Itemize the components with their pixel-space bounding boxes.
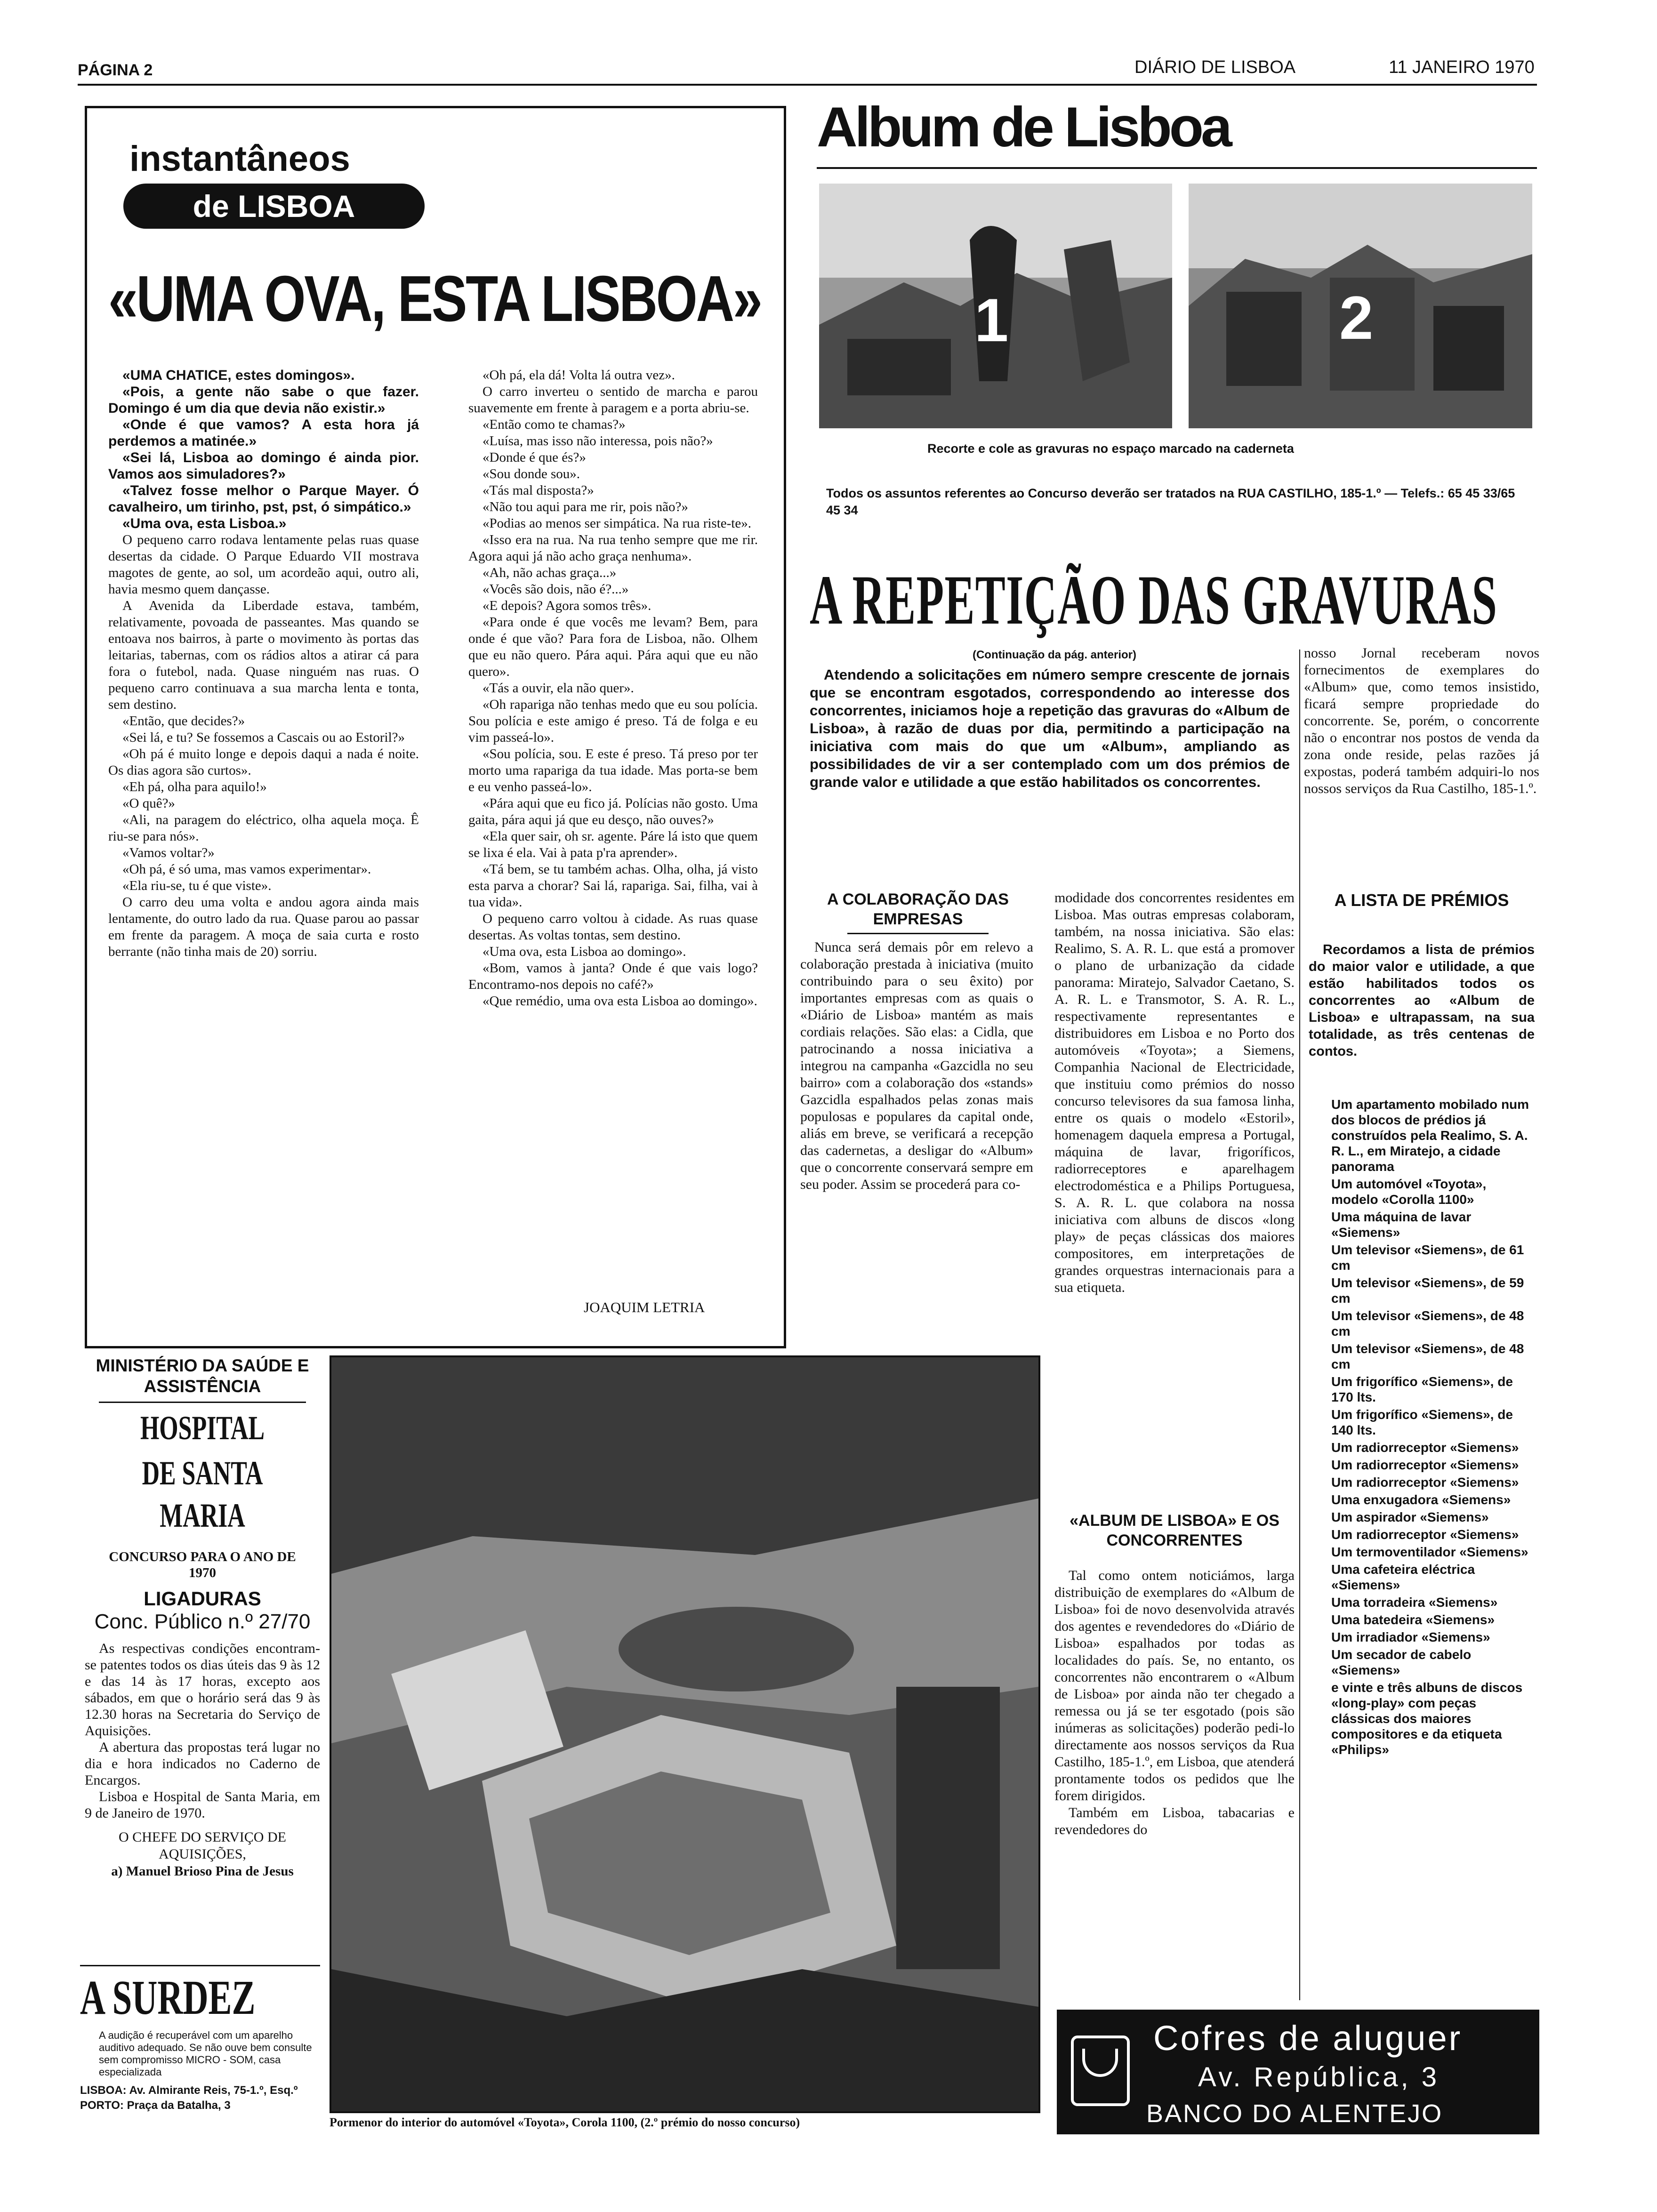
article-paragraph: «Então como te chamas?» xyxy=(483,417,626,432)
prize-item: Uma máquina de lavar «Siemens» xyxy=(1331,1210,1472,1240)
signature-name: a) Manuel Brioso Pina de Jesus xyxy=(111,1864,294,1879)
article-author: JOAQUIM LETRIA xyxy=(584,1299,705,1315)
concorrentes-paragraph: Tal como ontem noticiámos, larga distribuição de exemplares do «Album de Lisboa» foi de novo desenvolvida através dos agentes e revendedores do «Diário de Lisboa» espalhados por todas as localidades do país. Se, no entanto, os concorrentes não encontrarem o «Album de Lisboa» por ainda não ter chegado a remessa ou já se ter esgotado (pois são inúmeras as solicitações) poderão pedi-lo directamente aos nossos serviços da Rua Castilho, 185-1.º, em Lisboa, que atenderá prontamente todos os pedidos que lhe forem dirigidos. xyxy=(1054,1568,1295,1803)
article-paragraph: «UMA CHATICE, estes domingos». xyxy=(122,368,355,383)
concorrentes-text xyxy=(1054,1567,1295,1838)
car-photo-caption: Pormenor do interior do automóvel «Toyota», Corola 1100, (2.º prémio do nosso concurso) xyxy=(330,2116,800,2129)
article-paragraph: O pequeno carro voltou à cidade. As ruas quase desertas. As voltas tontas, sem destino. xyxy=(468,911,758,943)
continuation-note: (Continuação da pág. anterior) xyxy=(972,649,1137,661)
prize-item: Um televisor «Siemens», de 48 cm xyxy=(1331,1308,1524,1338)
cofres-address: Av. República, 3 xyxy=(1198,2062,1440,2092)
article-paragraph: «Sei lá, Lisboa ao domingo é ainda pior. Vamos aos simuladores?» xyxy=(108,450,419,482)
newspaper-name: DIÁRIO DE LISBOA xyxy=(1134,57,1296,77)
prize-item: Um radiorreceptor «Siemens» xyxy=(1331,1458,1519,1472)
bank-logo xyxy=(1071,2036,1130,2106)
hospital-name-1: HOSPITAL xyxy=(140,1409,265,1447)
photos-caption: Recorte e cole as gravuras no espaço marcado na caderneta xyxy=(927,441,1294,456)
cofres-ad xyxy=(1057,2010,1539,2134)
article-paragraph: «Podias ao menos ser simpática. Na rua riste-te». xyxy=(483,516,751,531)
prize-item: Um aspirador «Siemens» xyxy=(1331,1510,1489,1524)
article-paragraph: «Vocês são dois, não é?...» xyxy=(483,582,629,597)
prize-item: Um secador de cabelo «Siemens» xyxy=(1331,1647,1472,1677)
article-paragraph: «Não tou aqui para me rir, pois não?» xyxy=(483,499,688,514)
surdez-top-rule xyxy=(80,1965,320,1966)
article-paragraph: «Sei lá, e tu? Se fossemos a Cascais ou ao Estoril?» xyxy=(122,730,405,745)
photo-1-number: 1 xyxy=(974,286,1009,354)
article-paragraph: «Oh pá, ela dá! Volta lá outra vez». xyxy=(483,368,675,383)
concurso-publico: Conc. Público n.º 27/70 xyxy=(94,1610,311,1633)
article-paragraph: «Luísa, mas isso não interessa, pois não?» xyxy=(483,433,713,449)
prize-item: Um televisor «Siemens», de 59 cm xyxy=(1331,1275,1524,1306)
prize-item: Um automóvel «Toyota», modelo «Corolla 1100» xyxy=(1331,1177,1487,1207)
article-paragraph: «E depois? Agora somos três». xyxy=(483,598,652,613)
article-paragraph: «Uma ova, esta Lisboa ao domingo». xyxy=(483,944,686,959)
article-column-1 xyxy=(108,367,419,960)
hospital-body xyxy=(85,1640,320,1821)
article-headline: «UMA OVA, ESTA LISBOA» xyxy=(108,263,761,335)
album-title-rule xyxy=(817,167,1537,169)
car-interior-photo xyxy=(330,1355,1040,2113)
album-photo-1 xyxy=(819,184,1172,428)
prize-list-intro: Recordamos a lista de prémios do maior valor e utilidade, a que estão habilitados todos os concorrentes ao «Album de Lisboa» e ultrapassam, na sua totalidade, as três centenas de contos. xyxy=(1309,942,1535,1059)
empresas-text: modidade dos concorrentes residentes em Lisboa. Mas outras empresas colaboram, também, na nossa iniciativa. São elas: Realimo, S. A. R. L. que está a promover o plano de urbanização da cidade panorama: Miratejo, Salvador Caetano, S. A. R. L. e Transmotor, S. A. R. L., respectivamente representantes e distribuidores em Lisboa e no Porto dos automóveis «Toyota»; a Siemens, Companhia Nacional de Electricidade, que instituiu como prémios do nosso concurso televisores da sua famosa linha, entre os quais o modelo «Estoril», homenagem daquela empresa a Portugal, máquina de lavar, frigoríficos, radiorreceptores e aparelhagem electrodoméstica e a Philips Portuguesa, S. A. R. L. que colabora na nossa iniciativa com albuns de discos «long play» de peças clássicas dos maiores compositores, em interpretações de grandes orquestras internacionais para a sua etiqueta. xyxy=(1054,890,1295,1295)
surdez-porto-address: PORTO: Praça da Batalha, 3 xyxy=(80,2099,231,2112)
car-interior-image xyxy=(331,1357,1038,2111)
surdez-lisboa-address: LISBOA: Av. Almirante Reis, 75-1.º, Esq.º xyxy=(80,2084,298,2097)
signature-title: O CHEFE DO SERVIÇO DE AQUISIÇÕES, xyxy=(119,1829,286,1862)
prize-item: Uma enxugadora «Siemens» xyxy=(1331,1492,1511,1507)
hospital-name-2: DE SANTA MARIA xyxy=(142,1454,263,1534)
page-date: 11 JANEIRO 1970 xyxy=(1389,57,1535,77)
prize-item: Um termoventilador «Siemens» xyxy=(1331,1545,1528,1559)
hospital-rule xyxy=(99,1402,306,1403)
prize-item: Um frigorífico «Siemens», de 140 lts. xyxy=(1331,1407,1513,1437)
article-paragraph: O carro inverteu o sentido de marcha e parou suavemente em frente à paragem e a porta abriu-se. xyxy=(468,384,758,416)
album-title: Album de Lisboa xyxy=(817,96,1230,159)
concurso-title: CONCURSO PARA O ANO DE 1970 xyxy=(109,1549,296,1580)
article-paragraph: «Oh pá, é só uma, mas vamos experimentar». xyxy=(122,862,371,877)
prize-item: Uma batedeira «Siemens» xyxy=(1331,1612,1495,1627)
article-paragraph: «Talvez fosse melhor o Parque Mayer. Ó cavalheiro, um tirinho, pst, pst, ó simpático.» xyxy=(108,483,419,515)
article-paragraph: A Avenida da Liberdade estava, também, relativamente, povoada de passeantes. Mas quando se entoava nos bairros, à parte o movimento às portas das leitarias, tabernas, com os rádios altos a atirar cá para fora o futebol, nada. Quase ninguém nas ruas. O pequeno carro continuava a sua marcha lenta e tonta, sem destino. xyxy=(108,598,419,712)
prize-item: Um radiorreceptor «Siemens» xyxy=(1331,1440,1519,1455)
colaboracao-rule xyxy=(847,933,989,934)
article-paragraph: «Uma ova, esta Lisboa.» xyxy=(122,516,287,531)
article-paragraph: «Pára aqui que eu fico já. Polícias não gosto. Uma gaita, pára aqui já que eu desço, não ouves?» xyxy=(468,796,758,827)
article-paragraph: «Ah, não achas graça...» xyxy=(483,565,617,580)
prize-item: Uma torradeira «Siemens» xyxy=(1331,1595,1498,1610)
article-paragraph: «O quê?» xyxy=(122,796,175,811)
page-number: PÁGINA 2 xyxy=(78,61,153,79)
prize-item: Um frigorífico «Siemens», de 170 lts. xyxy=(1331,1374,1513,1404)
gravuras-lead: Atendendo a solicitações em número sempre crescente de jornais que se encontram esgotados, correspondendo ao interesse dos concorrentes, iniciamos hoje a repetição das gravuras do «Album de Lisboa», à razão de duas por dia, permitindo a participação na iniciativa com mais do que um «Album», ampliando as possibilidades de vir a ser contemplado com um dos prémios de grande valor e utilidade a que estão habilitados os concorrentes. xyxy=(810,666,1290,790)
ligaduras-title: LIGADURAS xyxy=(144,1587,261,1610)
article-paragraph: «Oh rapariga não tenhas medo que eu sou polícia. Sou polícia e este amigo é preso. Tá de folga e eu vim passeá-lo». xyxy=(468,697,758,745)
colaboracao-text: Nunca será demais pôr em relevo a colaboração prestada à iniciativa (muito contribuindo para o seu êxito) por importantes empresas com as quais o «Diário de Lisboa» mantém as mais cordiais relações. São elas: a Cidla, que patrocinando a nossa iniciativa a integrou na campanha «Gazcidla no seu bairro» com a colaboração dos «stands» Gazcidla espalhados pelas zonas mais populosas e populares da capital onde, aliás em breve, se verificará a recepção das cadernetas, a desligar do «Album» que o concorrente conservará sempre em seu poder. Assim se procederá para co- xyxy=(800,939,1033,1192)
gravuras-headline: A REPETIÇÃO DAS GRAVURAS xyxy=(810,561,1498,639)
article-paragraph: «Tás mal disposta?» xyxy=(483,483,594,498)
photo-2-number: 2 xyxy=(1339,283,1374,352)
hospital-paragraph: A abertura das propostas terá lugar no dia e hora indicados no Caderno de Encargos. xyxy=(85,1739,320,1788)
prize-item: Um radiorreceptor «Siemens» xyxy=(1331,1527,1519,1542)
article-paragraph: «Ela quer sair, oh sr. agente. Páre lá isto que quem se lixa é ela. Vai à pata p'ra aprender». xyxy=(468,829,758,860)
article-paragraph: «Ali, na paragem do eléctrico, olha aquela moça. Ê riu-se para nós». xyxy=(108,812,419,844)
article-paragraph: «Tás a ouvir, ela não quer». xyxy=(483,681,634,696)
hospital-paragraph: Lisboa e Hospital de Santa Maria, em 9 de Janeiro de 1970. xyxy=(85,1789,320,1821)
ministry-name: MINISTÉRIO DA SAÚDE E ASSISTÊNCIA xyxy=(96,1356,309,1396)
article-paragraph: O carro deu uma volta e andou agora ainda mais lentamente, do outro lado da rua. Quase parou ao passar em frente da paragem. A moça de saia curta e rosto berrante (não tinha mais de 20) sorriu. xyxy=(108,895,419,959)
article-paragraph: «Donde é que és?» xyxy=(483,450,586,465)
article-paragraph: «Para onde é que vocês me levam? Bem, para onde é que vão? Para fora de Lisboa, não. Olhem que eu não quero. Pára aqui. Pára aqui que eu não quero». xyxy=(468,615,758,679)
article-paragraph: «Então, que decides?» xyxy=(122,713,245,729)
article-paragraph: O pequeno carro rodava lentamente pelas ruas quase desertas da cidade. O Parque Eduardo VII mostrava magotes de gente, ao sol, um acordeão aqui, outro ali, havia mesmo quem dançasse. xyxy=(108,532,419,597)
cofres-title: Cofres de aluguer xyxy=(1153,2019,1463,2058)
article-paragraph: «Bom, vamos à janta? Onde é que vais logo? Encontramo-nos depois no café?» xyxy=(468,961,758,992)
hospital-ad xyxy=(80,1355,325,1977)
section-badge: de LISBOA xyxy=(123,184,425,229)
colaboracao-title: A COLABORAÇÃO DAS EMPRESAS xyxy=(827,890,1009,928)
article-paragraph: «Pois, a gente não sabe o que fazer. Domingo é um dia que devia não existir.» xyxy=(108,384,419,416)
surdez-title: A SURDEZ xyxy=(80,1971,256,2025)
contest-notice: Todos os assuntos referentes ao Concurso deverão ser tratados na RUA CASTILHO, 185-1.º — Telefs.: 65 45 33/65 45 34 xyxy=(826,486,1515,517)
prize-item: Um apartamento mobilado num dos blocos de prédios já construídos pela Realimo, S. A. R. L., em Miratejo, a cidade panorama xyxy=(1331,1097,1529,1174)
article-paragraph: «Vamos voltar?» xyxy=(122,845,215,860)
prize-item: Um televisor «Siemens», de 48 cm xyxy=(1331,1341,1524,1371)
article-paragraph: «Ela riu-se, tu é que viste». xyxy=(122,878,272,893)
article-column-2 xyxy=(468,367,758,1010)
prize-item: Um televisor «Siemens», de 61 cm xyxy=(1331,1242,1524,1273)
masthead-rule xyxy=(78,84,1537,86)
section-kicker: instantâneos xyxy=(129,139,350,179)
prize-item: Uma cafeteira eléctrica «Siemens» xyxy=(1331,1562,1475,1592)
bank-logo-mark xyxy=(1082,2049,1118,2077)
article-paragraph: «Sou donde sou». xyxy=(483,466,580,481)
gravuras-right-text: nosso Jornal receberam novos fornecimentos de exemplares do «Album» que, como temos insistido, ficará sempre propriedade do concorrente. Se, porém, o concorrente não o encontrar nos postos de venda da zona onde reside, pelas razões já expostas, poderá também adquiri-lo nos nossos serviços da Rua Castilho, 185-1.º. xyxy=(1304,645,1539,796)
album-photo-2 xyxy=(1189,184,1532,428)
concorrentes-title: «ALBUM DE LISBOA» E OS CONCORRENTES xyxy=(1070,1512,1279,1549)
article-paragraph: «Eh pá, olha para aquilo!» xyxy=(122,779,267,794)
article-paragraph: «Oh pá é muito longe e depois daqui a nada é noite. Os dias agora são curtos». xyxy=(108,746,419,778)
prize-item: Um irradiador «Siemens» xyxy=(1331,1630,1490,1644)
article-paragraph: «Onde é que vamos? A esta hora já perdemos a matinée.» xyxy=(108,417,419,449)
prize-list xyxy=(1309,1097,1535,1759)
article-paragraph: «Sou polícia, sou. E este é preso. Tá preso por ter morto uma rapariga da tua idade. Mas porta-se bem e eu venho passeá-lo». xyxy=(468,746,758,794)
hospital-paragraph: As respectivas condições encontram-se patentes todos os dias úteis das 9 às 12 e das 14 às 17 horas, excepto aos sábados, em que o horário será das 9 às 12.30 horas na Secretaria do Serviço de Aquisições. xyxy=(85,1641,320,1739)
article-paragraph: «Tá bem, se tu também achas. Olha, olha, já visto esta parva a chorar? Sai lá, rapariga. Sai, filha, vai à tua vida». xyxy=(468,862,758,910)
prize-item: Um radiorreceptor «Siemens» xyxy=(1331,1475,1519,1490)
prize-list-title: A LISTA DE PRÉMIOS xyxy=(1334,890,1509,910)
article-paragraph: «Isso era na rua. Na rua tenho sempre que me rir. Agora aqui já não acho graça nenhuma». xyxy=(468,532,758,564)
column-divider xyxy=(1299,649,1300,2000)
concorrentes-paragraph: Também em Lisboa, tabacarias e revendedores do xyxy=(1054,1805,1295,1837)
surdez-text: A audição é recuperável com um aparelho auditivo adequado. Se não ouve bem consulte sem compromisso MICRO - SOM, casa especializada xyxy=(99,2029,312,2078)
surdez-ad xyxy=(80,1972,325,2127)
prize-item: e vinte e três albuns de discos «long-play» com peças clássicas dos maiores compositores e da etiqueta «Philips» xyxy=(1331,1680,1523,1757)
article-paragraph: «Que remédio, uma ova esta Lisboa ao domingo». xyxy=(483,994,757,1009)
bank-name: BANCO DO ALENTEJO xyxy=(1146,2100,1443,2128)
